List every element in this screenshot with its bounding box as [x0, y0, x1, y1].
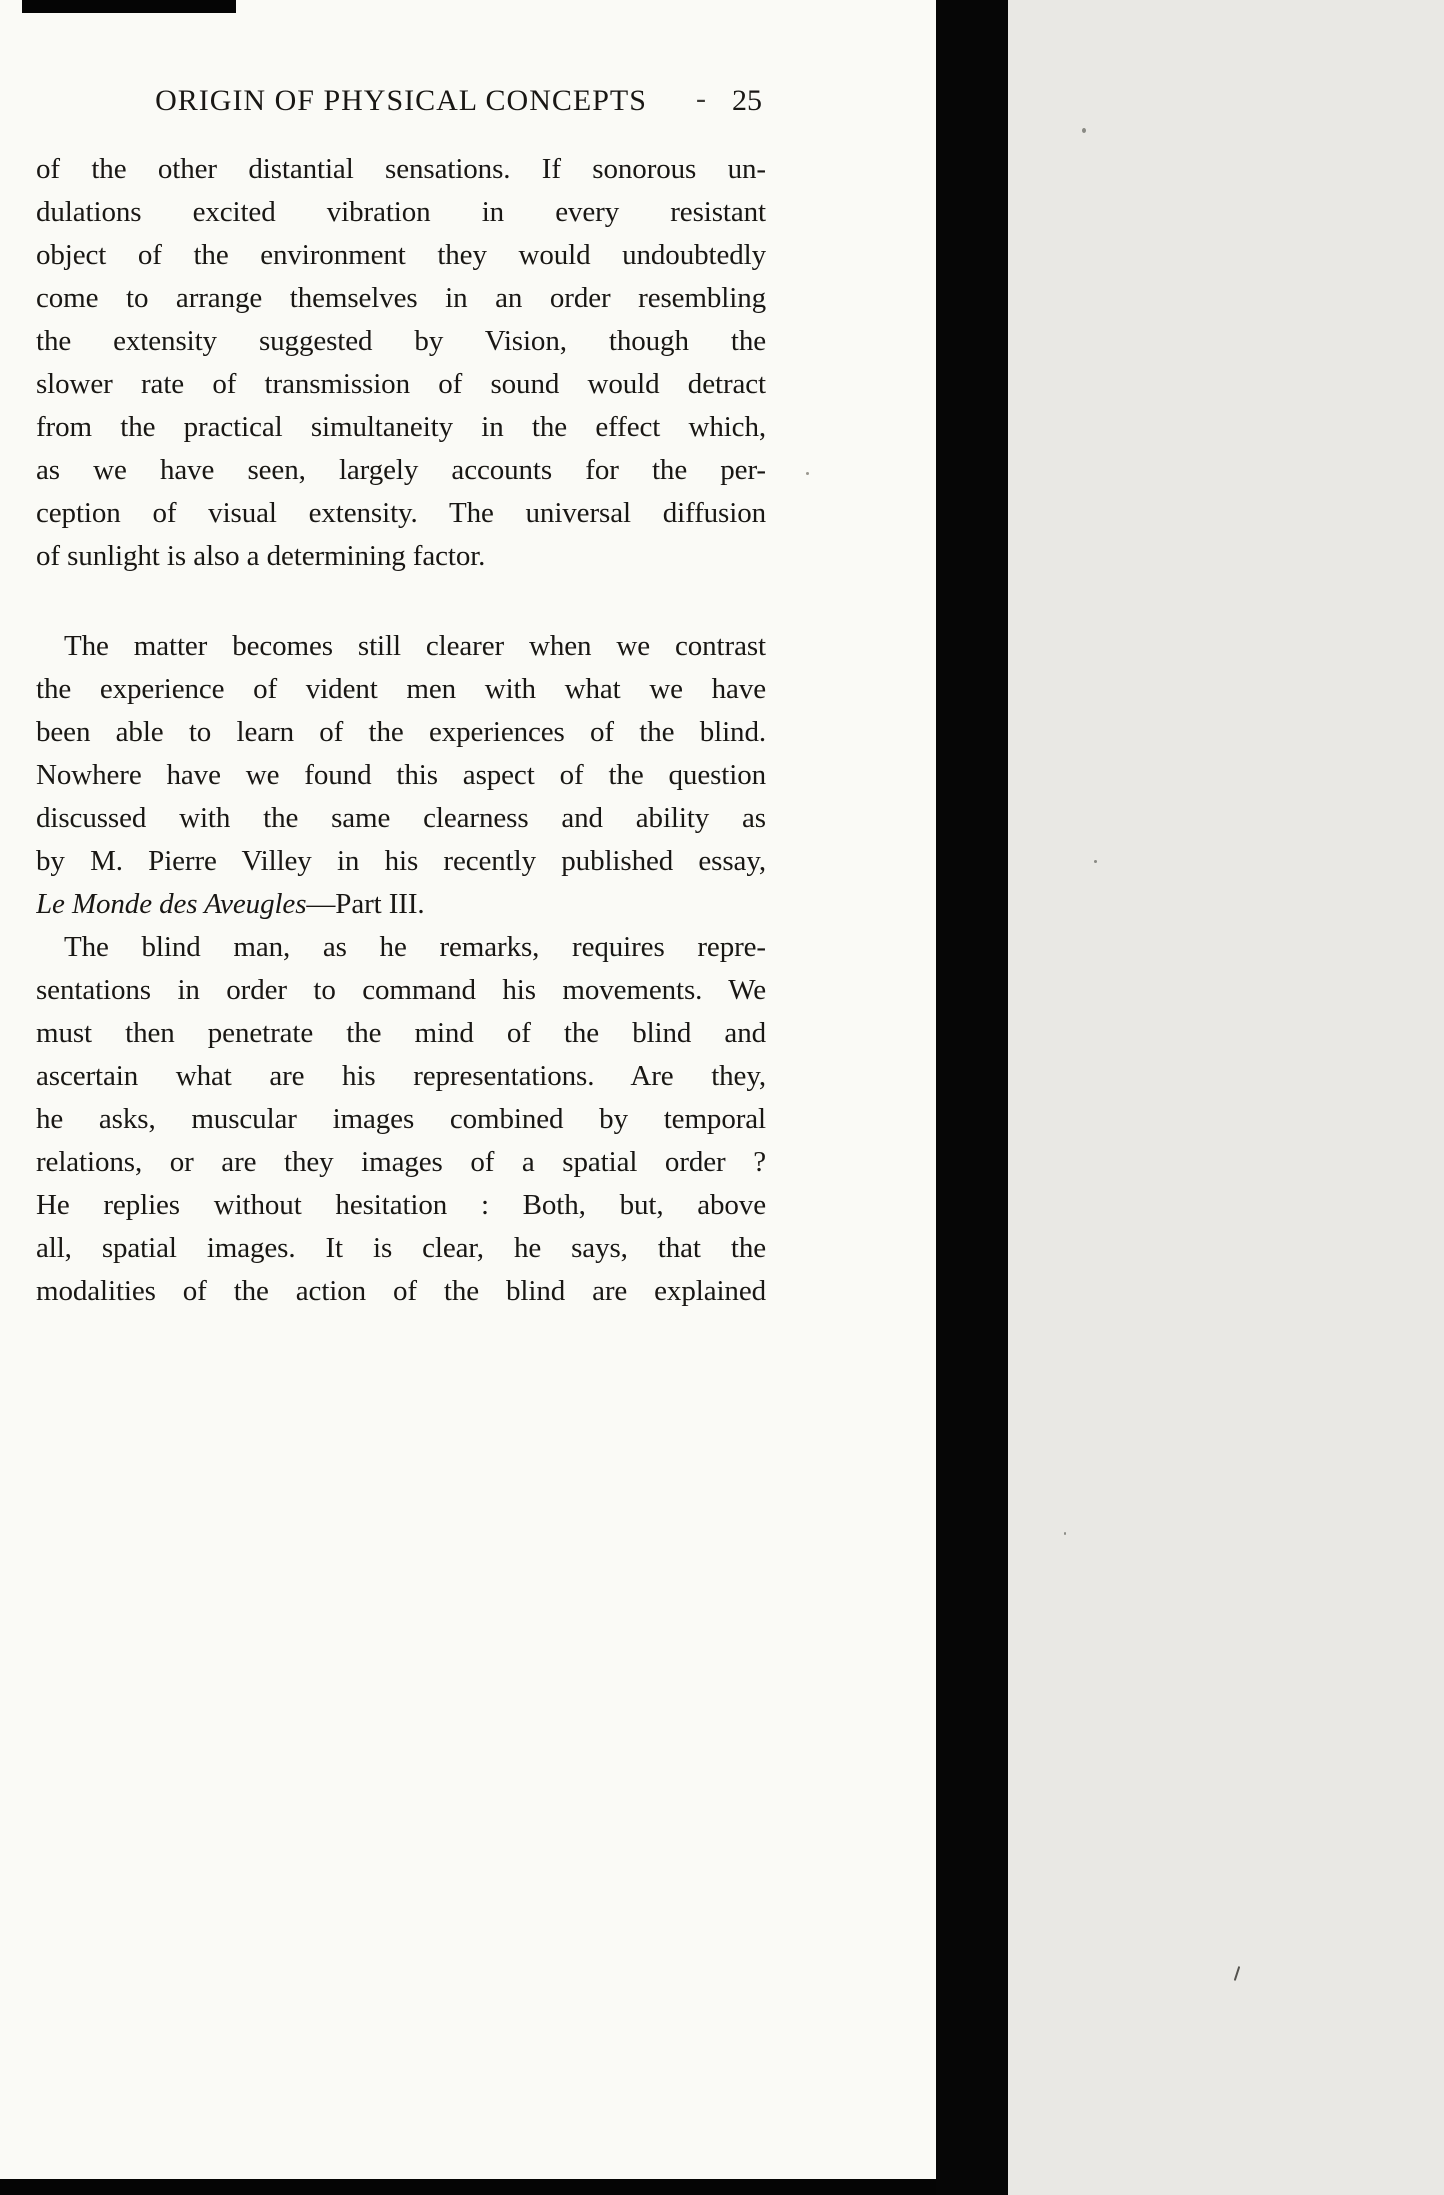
running-head	[36, 84, 766, 124]
text-line: He replies without hesitation : Both, but, above	[36, 1189, 766, 1221]
text-line: Nowhere have we found this aspect of the question	[36, 759, 766, 791]
body-text	[36, 148, 766, 1313]
scan-gutter-bar	[936, 0, 1008, 2195]
scan-artifact-bottom	[0, 2179, 936, 2195]
text-line: discussed with the same clearness and ability as	[36, 802, 766, 834]
scan-artifact-top	[22, 0, 236, 13]
scan-speck	[806, 472, 809, 475]
scan-speck	[1064, 1532, 1066, 1535]
text-line: from the practical simultaneity in the effect which,	[36, 411, 766, 443]
text-line: all, spatial images. It is clear, he says, that the	[36, 1232, 766, 1264]
text-line: object of the environment they would undoubtedly	[36, 239, 766, 271]
text-line: The blind man, as he remarks, requires repre-	[64, 931, 766, 963]
paragraph-3	[36, 926, 766, 1313]
text-line: The matter becomes still clearer when we contrast	[64, 630, 766, 662]
text-line	[36, 883, 766, 926]
text-line: the extensity suggested by Vision, though the	[36, 325, 766, 357]
text-line: dulations excited vibration in every resistant	[36, 196, 766, 228]
text-line: sentations in order to command his movements. We	[36, 974, 766, 1006]
text-line: by M. Pierre Villey in his recently published essay,	[36, 845, 766, 877]
text-line: been able to learn of the experiences of the blind.	[36, 716, 766, 748]
text-line: modalities of the action of the blind are explained	[36, 1275, 766, 1307]
header-separator: -	[696, 82, 706, 115]
text-line: ception of visual extensity. The universal diffusion	[36, 497, 766, 529]
text-line: he asks, muscular images combined by temporal	[36, 1103, 766, 1135]
paragraph-2	[36, 625, 766, 926]
text-line: slower rate of transmission of sound would detract	[36, 368, 766, 400]
page-number: 25	[732, 84, 762, 117]
text-line: as we have seen, largely accounts for the per-	[36, 454, 766, 486]
book-title-italic: Le Monde des Aveugles	[36, 888, 307, 920]
text-line: ascertain what are his representations. Are they,	[36, 1060, 766, 1092]
text-line: of sunlight is also a determining factor.	[36, 540, 486, 572]
text-line: the experience of vident men with what we have	[36, 673, 766, 705]
paragraph-1	[36, 148, 766, 578]
text-line: must then penetrate the mind of the blind and	[36, 1017, 766, 1049]
text-line: come to arrange themselves in an order resembling	[36, 282, 766, 314]
text-line: relations, or are they images of a spatial order ?	[36, 1146, 766, 1178]
text-line: of the other distantial sensations. If sonorous un-	[36, 153, 766, 185]
running-head-title: ORIGIN OF PHYSICAL CONCEPTS	[155, 84, 647, 117]
scan-speck	[1094, 860, 1097, 863]
book-title-part: —Part III.	[306, 888, 425, 920]
scan-speck	[1082, 128, 1086, 133]
scan-right-margin	[1008, 0, 1444, 2195]
